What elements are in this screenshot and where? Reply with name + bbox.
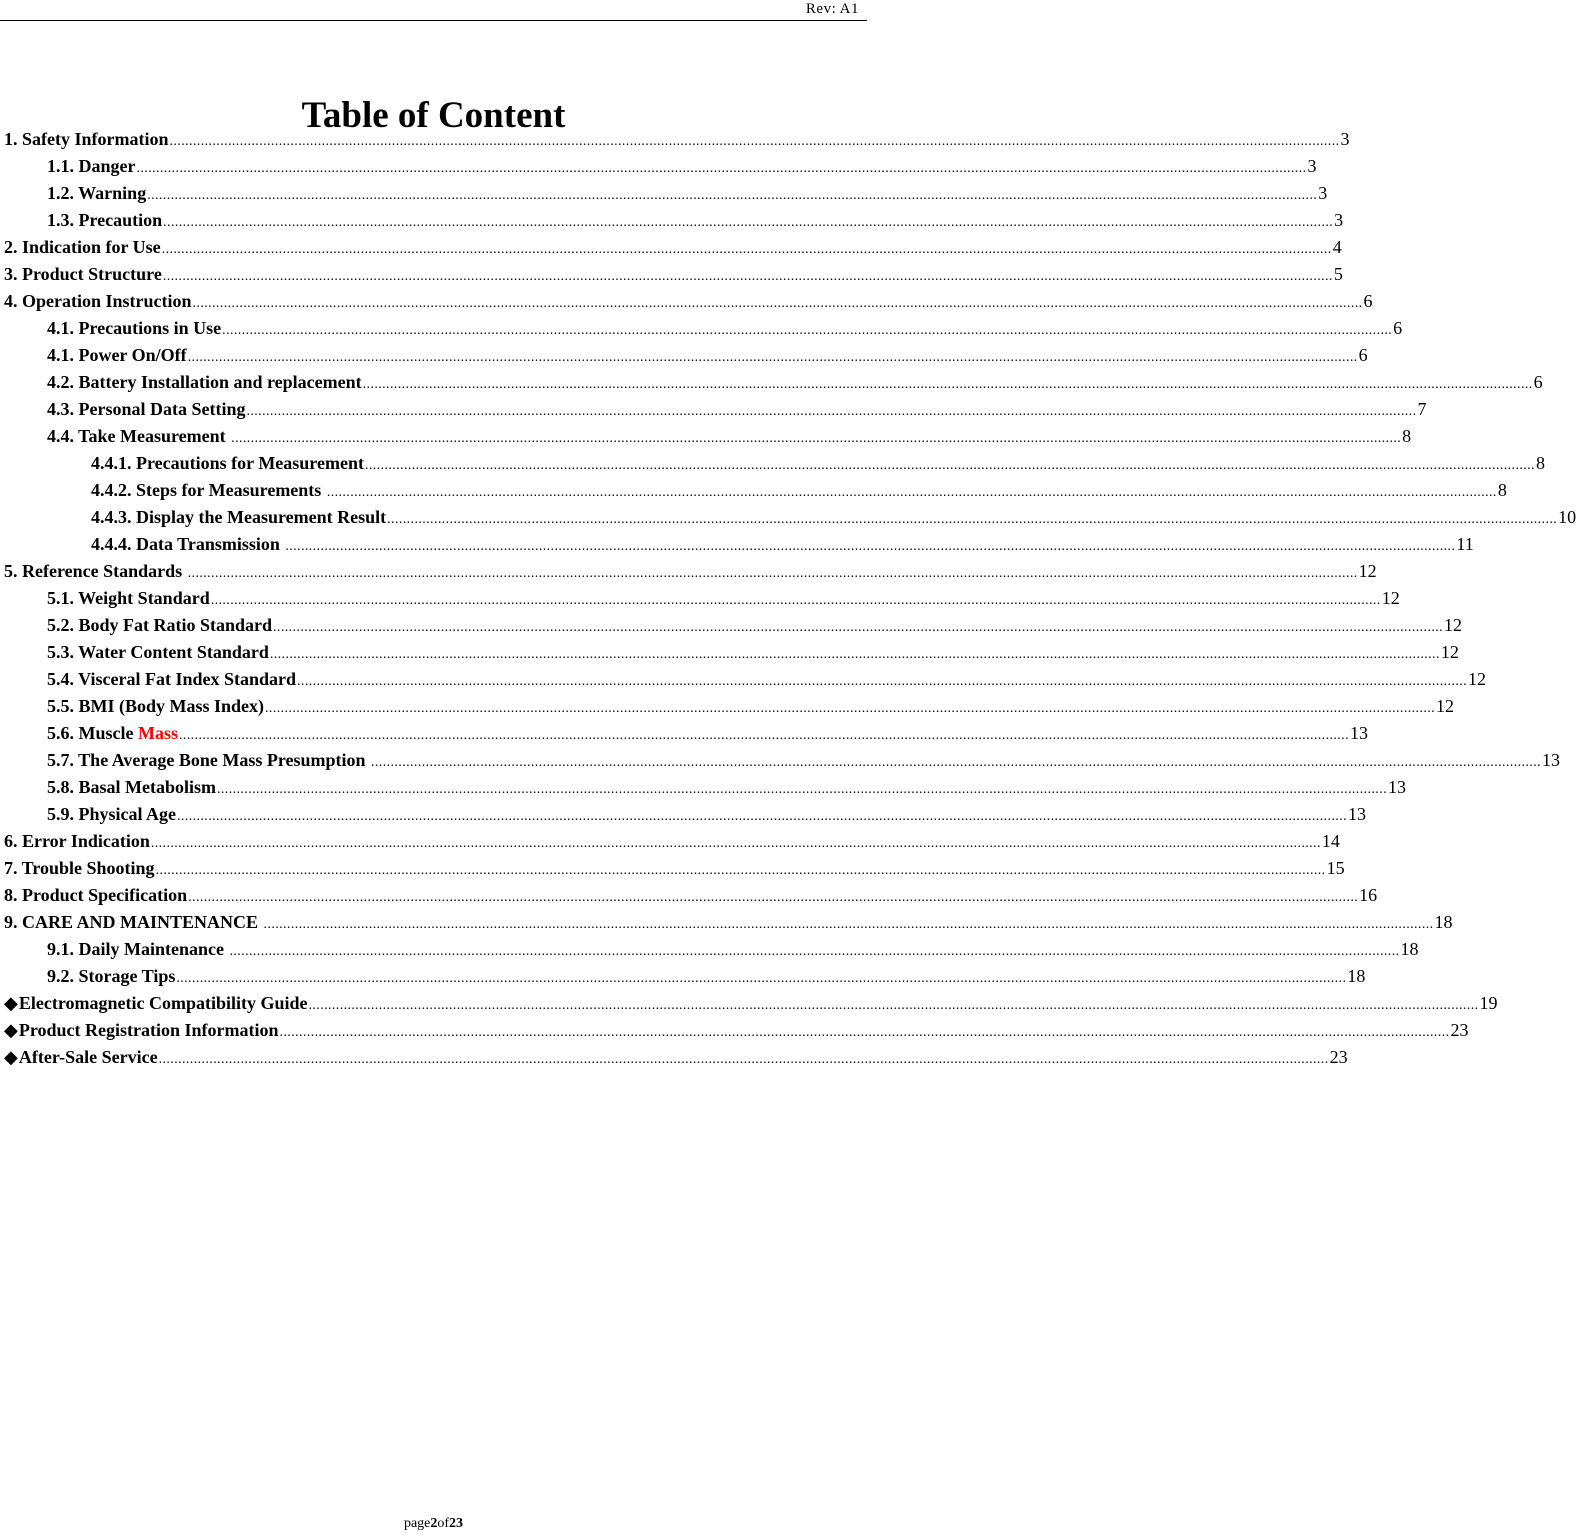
toc-entry[interactable] <box>4 801 1366 828</box>
toc-entry-text: 1. Safety Information <box>4 129 169 149</box>
toc-entry-label <box>47 342 187 369</box>
toc-entry-page: 8 <box>1535 453 1545 473</box>
toc-entry-label <box>47 963 175 990</box>
toc-entry-page: 18 <box>1400 939 1419 959</box>
toc-entry-text: 4. Operation Instruction <box>4 291 192 311</box>
toc-entry-label <box>47 666 296 693</box>
dot-leader: ............................................................................................................................................................................................................................................................................................................ <box>169 134 1340 149</box>
toc-entry-label <box>91 531 284 558</box>
dot-leader: ............................................................................................................................................................................................................................................................................................................ <box>136 161 1307 176</box>
toc-entry[interactable] <box>4 396 1427 423</box>
toc-entry[interactable] <box>4 423 1412 450</box>
dot-leader: ............................................................................................................................................................................................................................................................................................................ <box>297 674 1468 689</box>
dot-leader: ............................................................................................................................................................................................................................................................................................................ <box>176 971 1347 986</box>
dot-leader: ............................................................................................................................................................................................................................................................................................................ <box>265 701 1436 716</box>
toc-entry[interactable] <box>4 990 1498 1017</box>
toc-entry-page: 13 <box>1542 750 1560 770</box>
toc-entry-page: 15 <box>1326 858 1345 878</box>
toc-entry-label <box>4 234 161 261</box>
toc-entry[interactable] <box>4 153 1317 180</box>
toc-entry[interactable] <box>4 882 1378 909</box>
header-divider <box>0 20 867 21</box>
toc-entry-text: 9.2. Storage Tips <box>47 966 176 986</box>
dot-leader: ............................................................................................................................................................................................................................................................................................................ <box>147 188 1318 203</box>
dot-leader: ............................................................................................................................................................................................................................................................................................................ <box>246 404 1417 419</box>
toc-entry[interactable] <box>4 477 1507 504</box>
page-title: Table of Content <box>301 94 566 136</box>
toc-entry-page: 18 <box>1347 966 1366 986</box>
toc-entry-label <box>91 477 326 504</box>
toc-entry-label <box>4 261 162 288</box>
toc-entry-page: 3 <box>1334 210 1344 230</box>
toc-entry-text: 4.4. Take Measurement <box>47 426 231 446</box>
toc-entry-label <box>4 558 187 585</box>
toc-entry-page: 14 <box>1321 831 1340 851</box>
toc-entry[interactable] <box>4 369 1543 396</box>
diamond-bullet-icon: ◆ <box>4 1020 18 1040</box>
toc-entry-label <box>47 423 230 450</box>
toc-entry-page: 6 <box>1393 318 1403 338</box>
toc-entry[interactable] <box>4 828 1340 855</box>
toc-entry[interactable] <box>4 666 1487 693</box>
toc-entry-page: 12 <box>1381 588 1400 608</box>
toc-entry-page: 12 <box>1440 642 1459 662</box>
toc-entry-text: 5.9. Physical Age <box>47 804 176 824</box>
dot-leader: ............................................................................................................................................................................................................................................................................................................ <box>371 755 1541 770</box>
toc-entry[interactable] <box>4 288 1373 315</box>
toc-entry-label <box>47 693 264 720</box>
toc-entry-page: 19 <box>1479 993 1498 1013</box>
toc-entry-page: 12 <box>1468 669 1487 689</box>
toc-entry-text: 4.1. Precautions in Use <box>47 318 222 338</box>
toc-entry-page: 13 <box>1349 723 1368 743</box>
toc-entry-text: 5.4. Visceral Fat Index Standard <box>47 669 297 689</box>
toc-entry[interactable] <box>4 450 1545 477</box>
toc-entry-text: 8. Product Specification <box>4 885 188 905</box>
toc-entry-text: 9. CARE AND MAINTENANCE <box>4 912 263 932</box>
dot-leader: ............................................................................................................................................................................................................................................................................................................ <box>229 944 1400 959</box>
toc-entry[interactable] <box>4 963 1366 990</box>
toc-entry-text: 5. Reference Standards <box>4 561 187 581</box>
dot-leader: ............................................................................................................................................................................................................................................................................................................ <box>187 566 1358 581</box>
toc-entry[interactable] <box>4 936 1419 963</box>
toc-entry-page: 12 <box>1436 696 1455 716</box>
toc-entry-page: 6 <box>1363 291 1373 311</box>
toc-entry[interactable] <box>4 585 1400 612</box>
toc-entry-label <box>4 909 263 936</box>
toc-entry-label <box>47 585 210 612</box>
toc-entry[interactable] <box>4 342 1368 369</box>
toc-entry-label <box>47 774 216 801</box>
toc-entry-page: 12 <box>1444 615 1463 635</box>
dot-leader: ............................................................................................................................................................................................................................................................................................................ <box>178 728 1349 743</box>
dot-leader: ............................................................................................................................................................................................................................................................................................................ <box>188 890 1359 905</box>
toc-entry-label <box>4 855 155 882</box>
toc-entry-page: 11 <box>1456 534 1474 554</box>
toc-entry-label <box>47 369 362 396</box>
dot-leader: ............................................................................................................................................................................................................................................................................................................ <box>222 323 1393 338</box>
toc-entry-label <box>47 801 176 828</box>
toc-entry-text: 4.3. Personal Data Setting <box>47 399 246 419</box>
toc-entry-text: 1.3. Precaution <box>47 210 163 230</box>
toc-entry-label <box>91 504 386 531</box>
toc-entry-page: 7 <box>1417 399 1427 419</box>
toc-entry-page: 18 <box>1434 912 1453 932</box>
table-of-contents <box>4 126 1576 1071</box>
toc-entry-page: 3 <box>1307 156 1317 176</box>
toc-entry-page: 23 <box>1329 1047 1348 1067</box>
dot-leader: ............................................................................................................................................................................................................................................................................................................ <box>162 269 1333 284</box>
toc-entry-page: 5 <box>1333 264 1343 284</box>
toc-entry-text: 4.4.1. Precautions for Measurement <box>91 453 364 473</box>
toc-entry-text: 5.7. The Average Bone Mass Presumption <box>47 750 370 770</box>
toc-entry[interactable] <box>4 531 1474 558</box>
footer-total-pages: 23 <box>449 1516 464 1531</box>
toc-entry-highlight: Mass <box>137 723 178 743</box>
toc-entry-label <box>4 288 192 315</box>
dot-leader: ............................................................................................................................................................................................................................................................................................................ <box>273 620 1444 635</box>
toc-entry-page: 6 <box>1358 345 1368 365</box>
toc-entry-label <box>4 882 187 909</box>
toc-entry[interactable] <box>4 207 1344 234</box>
toc-entry-page: 12 <box>1358 561 1377 581</box>
toc-entry[interactable] <box>4 747 1560 774</box>
toc-entry-text: 4.4.4. Data Transmission <box>91 534 285 554</box>
toc-entry-label <box>47 315 221 342</box>
dot-leader: ............................................................................................................................................................................................................................................................................................................ <box>362 377 1533 392</box>
dot-leader: ............................................................................................................................................................................................................................................................................................................ <box>158 1052 1329 1067</box>
toc-entry[interactable] <box>4 909 1453 936</box>
toc-entry-label <box>47 936 229 963</box>
toc-entry-page: 4 <box>1332 237 1342 257</box>
toc-entry[interactable] <box>4 720 1368 747</box>
toc-entry-text: 2. Indication for Use <box>4 237 161 257</box>
toc-entry-text: 5.8. Basal Metabolism <box>47 777 216 797</box>
dot-leader: ............................................................................................................................................................................................................................................................................................................ <box>326 485 1497 500</box>
footer-of: of <box>437 1516 450 1531</box>
toc-entry-label <box>47 396 245 423</box>
toc-entry-label <box>4 1017 279 1044</box>
toc-entry[interactable] <box>4 1017 1469 1044</box>
toc-entry-text: Product Registration Information <box>18 1020 279 1040</box>
toc-entry-text: 7. Trouble Shooting <box>4 858 155 878</box>
footer-page-prefix: page <box>403 1516 431 1531</box>
toc-entry-page: 23 <box>1450 1020 1469 1040</box>
dot-leader: ............................................................................................................................................................................................................................................................................................................ <box>210 593 1381 608</box>
diamond-bullet-icon: ◆ <box>4 993 18 1013</box>
toc-entry-text: 5.5. BMI (Body Mass Index) <box>47 696 265 716</box>
toc-entry-text: 6. Error Indication <box>4 831 150 851</box>
dot-leader: ............................................................................................................................................................................................................................................................................................................ <box>285 539 1456 554</box>
toc-entry-page: 13 <box>1348 804 1366 824</box>
toc-entry-text: 1.1. Danger <box>47 156 136 176</box>
dot-leader: ............................................................................................................................................................................................................................................................................................................ <box>308 998 1479 1013</box>
dot-leader: ............................................................................................................................................................................................................................................................................................................ <box>155 863 1326 878</box>
diamond-bullet-icon: ◆ <box>4 1047 18 1067</box>
toc-entry-text: 5.2. Body Fat Ratio Standard <box>47 615 273 635</box>
dot-leader: ............................................................................................................................................................................................................................................................................................................ <box>177 809 1347 824</box>
toc-entry[interactable] <box>4 693 1455 720</box>
toc-entry-label <box>4 828 150 855</box>
dot-leader: ............................................................................................................................................................................................................................................................................................................ <box>231 431 1402 446</box>
toc-entry[interactable] <box>4 1044 1348 1071</box>
toc-entry-label <box>47 612 272 639</box>
toc-entry-page: 10 <box>1558 507 1576 527</box>
toc-entry-text: 9.1. Daily Maintenance <box>47 939 229 959</box>
revision-label: Rev: A1 <box>805 1 859 17</box>
toc-entry-label <box>4 126 169 153</box>
toc-entry-page: 6 <box>1533 372 1543 392</box>
toc-entry[interactable] <box>4 126 1350 153</box>
dot-leader: ............................................................................................................................................................................................................................................................................................................ <box>217 782 1387 797</box>
toc-entry[interactable] <box>4 504 1576 531</box>
toc-entry-text: Electromagnetic Compatibility Guide <box>18 993 308 1013</box>
toc-entry[interactable] <box>4 261 1343 288</box>
toc-entry-text: 4.1. Power On/Off <box>47 345 187 365</box>
dot-leader: ............................................................................................................................................................................................................................................................................................................ <box>161 242 1332 257</box>
toc-entry-text: 5.3. Water Content Standard <box>47 642 269 662</box>
dot-leader: ............................................................................................................................................................................................................................................................................................................ <box>279 1025 1450 1040</box>
toc-entry[interactable] <box>4 315 1403 342</box>
footer-current-page: 2 <box>430 1516 438 1531</box>
toc-entry[interactable] <box>4 180 1328 207</box>
page-footer <box>0 1515 867 1533</box>
toc-entry[interactable] <box>4 612 1463 639</box>
toc-entry-page: 3 <box>1340 129 1350 149</box>
toc-entry-text: After-Sale Service <box>18 1047 158 1067</box>
toc-entry[interactable] <box>4 234 1342 261</box>
toc-entry-page: 8 <box>1402 426 1412 446</box>
toc-entry-page: 3 <box>1318 183 1328 203</box>
toc-entry[interactable] <box>4 558 1377 585</box>
toc-entry-page: 8 <box>1497 480 1507 500</box>
dot-leader: ............................................................................................................................................................................................................................................................................................................ <box>387 512 1558 527</box>
dot-leader: ............................................................................................................................................................................................................................................................................................................ <box>192 296 1363 311</box>
dot-leader: ............................................................................................................................................................................................................................................................................................................ <box>150 836 1321 851</box>
dot-leader: ............................................................................................................................................................................................................................................................................................................ <box>269 647 1440 662</box>
toc-entry-text: 5.6. Muscle <box>47 723 138 743</box>
toc-entry-text: 4.4.2. Steps for Measurements <box>91 480 326 500</box>
dot-leader: ............................................................................................................................................................................................................................................................................................................ <box>364 458 1535 473</box>
dot-leader: ............................................................................................................................................................................................................................................................................................................ <box>187 350 1358 365</box>
toc-entry-label <box>4 990 308 1017</box>
dot-leader: ............................................................................................................................................................................................................................................................................................................ <box>263 917 1434 932</box>
toc-entry-text: 3. Product Structure <box>4 264 162 284</box>
toc-entry-label <box>4 1044 158 1071</box>
toc-entry-page: 13 <box>1388 777 1406 797</box>
toc-entry-text: 4.2. Battery Installation and replacement <box>47 372 362 392</box>
toc-entry-label <box>47 207 162 234</box>
toc-entry[interactable] <box>4 639 1459 666</box>
toc-entry-page: 16 <box>1359 885 1378 905</box>
toc-entry-label <box>47 153 136 180</box>
toc-entry-text: 1.2. Warning <box>47 183 147 203</box>
toc-entry-label <box>91 450 364 477</box>
dot-leader: ............................................................................................................................................................................................................................................................................................................ <box>163 215 1334 230</box>
toc-entry[interactable] <box>4 774 1406 801</box>
toc-entry-text: 5.1. Weight Standard <box>47 588 210 608</box>
toc-entry-label <box>47 639 269 666</box>
toc-entry-text: 4.4.3. Display the Measurement Result <box>91 507 387 527</box>
toc-entry-label <box>47 180 146 207</box>
toc-entry-label <box>47 720 178 747</box>
toc-entry[interactable] <box>4 855 1345 882</box>
toc-entry-label <box>47 747 370 774</box>
